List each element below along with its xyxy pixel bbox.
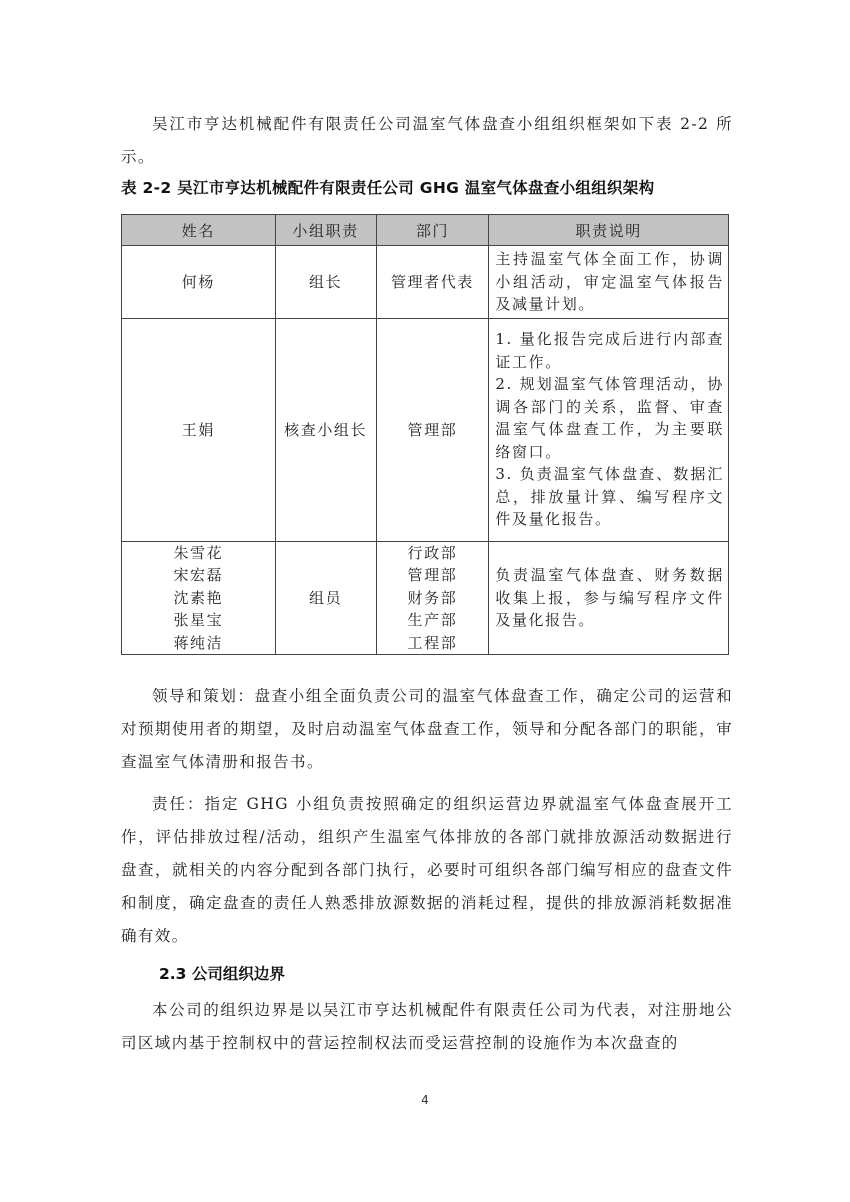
table-row (122, 318, 729, 541)
organization-table (121, 214, 729, 655)
member-name: 蒋纯洁 (173, 633, 224, 652)
leadership-paragraph: 领导和策划：盘查小组全面负责公司的温室气体盘查工作，确定公司的运营和对预期使用者的期望，及时启动温室气体盘查工作，领导和分配各部门的职能，审查温室气体清册和报告书。 (121, 687, 733, 771)
member-name: 宋宏磊 (173, 566, 224, 584)
section-heading: 2.3 公司组织边界 (159, 965, 285, 983)
member-department: 生产部 (407, 611, 458, 629)
cell-department: 管理者代表 (376, 246, 489, 319)
intro-paragraph: 吴江市亨达机械配件有限责任公司温室气体盘查小组组织框架如下表 2-2 所示。 (121, 115, 733, 166)
table-header-row (122, 215, 729, 246)
description-item: 3. 负责温室气体盘查、数据汇总，排放量计算、编写程序文件及量化报告。 (495, 465, 724, 529)
member-department: 财务部 (407, 588, 458, 607)
cell-names (122, 541, 276, 655)
cell-departments (376, 541, 489, 655)
member-name: 沈素艳 (173, 588, 224, 607)
member-department: 行政部 (407, 543, 458, 562)
member-department: 工程部 (407, 633, 458, 652)
table-caption: 表 2-2 吴江市亨达机械配件有限责任公司 GHG 温室气体盘查小组组织架构 (121, 179, 655, 197)
table-row (122, 541, 729, 655)
cell-name: 何杨 (122, 246, 276, 319)
cell-role: 核查小组长 (275, 318, 376, 541)
header-department: 部门 (376, 215, 489, 246)
header-description: 职责说明 (489, 215, 729, 246)
description-item: 1. 量化报告完成后进行内部查证工作。 (495, 330, 724, 371)
cell-role: 组长 (275, 246, 376, 319)
cell-description (489, 318, 729, 541)
header-name: 姓名 (122, 215, 276, 246)
cell-description: 主持温室气体全面工作，协调小组活动，审定温室气体报告及减量计划。 (489, 246, 729, 319)
boundary-paragraph: 本公司的组织边界是以吴江市亨达机械配件有限责任公司为代表，对注册地公司区域内基于控制权中的营运控制权法而受运营控制的设施作为本次盘查的 (121, 1001, 733, 1052)
page-number: 4 (421, 1093, 429, 1107)
member-name: 朱雪花 (173, 543, 224, 562)
description-item: 2. 规划温室气体管理活动，协调各部门的关系，监督、审查温室气体盘查工作，为主要联络窗口。 (495, 375, 724, 461)
cell-role: 组员 (275, 541, 376, 655)
table-row (122, 246, 729, 319)
cell-department: 管理部 (376, 318, 489, 541)
member-department: 管理部 (407, 566, 458, 584)
member-name: 张星宝 (173, 611, 224, 629)
header-role: 小组职责 (275, 215, 376, 246)
cell-description: 负责温室气体盘查、财务数据收集上报，参与编写程序文件及量化报告。 (489, 541, 729, 655)
cell-name: 王娟 (122, 318, 276, 541)
responsibility-paragraph: 责任：指定 GHG 小组负责按照确定的组织运营边界就温室气体盘查展开工作，评估排放过程/活动，组织产生温室气体排放的各部门就排放源活动数据进行盘查，就相关的内容分配到各部门执行，必要时可组织各部门编写相应的盘查文件和制度，确定盘查的责任人熟悉排放源数据的消耗过程，提供的排放源消耗数据准确有效。 (121, 795, 733, 945)
